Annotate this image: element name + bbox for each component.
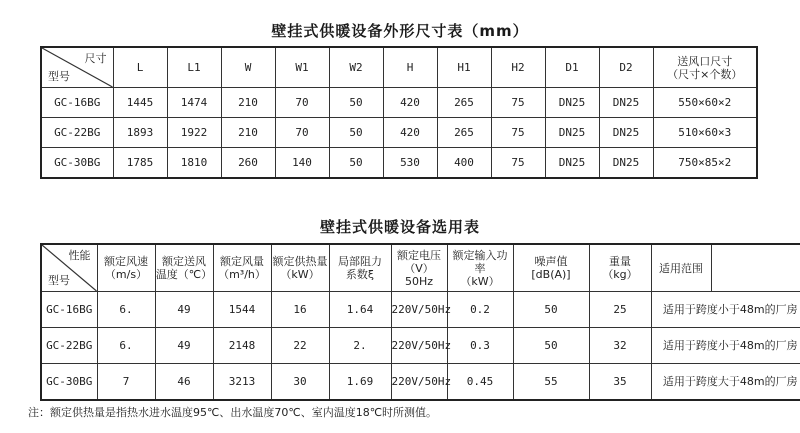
table-cell: 75 — [491, 118, 545, 148]
table-cell: DN25 — [599, 88, 653, 118]
model-cell: GC-22BG — [41, 328, 97, 364]
model-cell: GC-16BG — [41, 292, 97, 328]
table-cell: 22 — [271, 328, 329, 364]
table-cell: 30 — [271, 364, 329, 401]
table1-col-header: W2 — [329, 47, 383, 88]
table-row — [41, 328, 800, 364]
model-cell: GC-30BG — [41, 148, 113, 179]
table-cell: 210 — [221, 88, 275, 118]
table-cell: 50 — [329, 118, 383, 148]
table-cell: 49 — [155, 328, 213, 364]
table-cell: DN25 — [599, 148, 653, 179]
table-cell: 适用于跨度小于48m的厂房 — [651, 328, 800, 364]
table-row — [41, 118, 757, 148]
table1-corner-cell — [41, 47, 113, 88]
table-cell: 0.3 — [447, 328, 513, 364]
table-cell: 25 — [589, 292, 651, 328]
table-cell: 550×60×2 — [653, 88, 757, 118]
table-cell: 220V/50Hz — [391, 328, 447, 364]
table-cell: 50 — [329, 88, 383, 118]
table-cell: 适用于跨度小于48m的厂房 — [651, 292, 800, 328]
table-row — [41, 88, 757, 118]
table-cell: 750×85×2 — [653, 148, 757, 179]
table-cell: 35 — [589, 364, 651, 401]
table-cell: 1445 — [113, 88, 167, 118]
table-cell: 1.64 — [329, 292, 391, 328]
table-cell: DN25 — [599, 118, 653, 148]
table2-col-header: 适用范围 — [651, 244, 711, 292]
table-cell: 3213 — [213, 364, 271, 401]
table-cell: 420 — [383, 118, 437, 148]
table-row — [41, 364, 800, 401]
table2-col-header: 额定送风 温度（℃） — [155, 244, 213, 292]
table-cell: 1474 — [167, 88, 221, 118]
table-cell: 265 — [437, 118, 491, 148]
table1-col-header: L1 — [167, 47, 221, 88]
model-cell: GC-30BG — [41, 364, 97, 401]
table1-col-header: D1 — [545, 47, 599, 88]
table2-corner-bottom: 型号 — [48, 274, 70, 287]
table-cell: 1.69 — [329, 364, 391, 401]
table-cell: 50 — [513, 328, 589, 364]
table2-corner-cell — [41, 244, 97, 292]
table2-header-row — [41, 244, 800, 292]
table1-corner-top: 尺寸 — [84, 52, 107, 65]
table1-col-header: D2 — [599, 47, 653, 88]
model-cell: GC-16BG — [41, 88, 113, 118]
table-cell: 7 — [97, 364, 155, 401]
table-cell: 220V/50Hz — [391, 292, 447, 328]
table1-col-header: 送风口尺寸 （尺寸×个数） — [653, 47, 757, 88]
table-cell: 适用于跨度大于48m的厂房 — [651, 364, 800, 401]
table-cell: 140 — [275, 148, 329, 179]
footnote: 注：额定供热量是指热水进水温度95℃、出水温度70℃、室内温度18℃时所测值。 — [28, 406, 438, 419]
table-cell: 210 — [221, 118, 275, 148]
table-cell: 50 — [513, 292, 589, 328]
table-cell: 220V/50Hz — [391, 364, 447, 401]
table-row — [41, 148, 757, 179]
table-cell: 400 — [437, 148, 491, 179]
table1-col-header: W — [221, 47, 275, 88]
table-cell: 1810 — [167, 148, 221, 179]
table-cell: 70 — [275, 88, 329, 118]
table-cell: 420 — [383, 88, 437, 118]
table-cell: 1893 — [113, 118, 167, 148]
table-cell: 46 — [155, 364, 213, 401]
table-cell: 55 — [513, 364, 589, 401]
table2-col-header: 重量 （kg） — [589, 244, 651, 292]
table-cell: 6. — [97, 292, 155, 328]
table1-header-row — [41, 47, 757, 88]
table-cell: DN25 — [545, 88, 599, 118]
table-cell: 1922 — [167, 118, 221, 148]
table-cell: 75 — [491, 148, 545, 179]
table2-title: 壁挂式供暖设备选用表 — [319, 218, 480, 236]
table2-col-header: 噪声值 [dB(A)] — [513, 244, 589, 292]
table1-title: 壁挂式供暖设备外形尺寸表（mm） — [271, 22, 529, 40]
table-cell: 6. — [97, 328, 155, 364]
table2-col-header: 额定风量 （m³/h） — [213, 244, 271, 292]
table-cell: 32 — [589, 328, 651, 364]
table2-corner-top: 性能 — [68, 249, 91, 262]
table-cell: 50 — [329, 148, 383, 179]
table1-corner-bottom: 型号 — [48, 70, 70, 83]
table1-col-header: H2 — [491, 47, 545, 88]
table-cell: 0.45 — [447, 364, 513, 401]
table-cell: DN25 — [545, 118, 599, 148]
table-cell: DN25 — [545, 148, 599, 179]
dimensions-table — [40, 46, 758, 179]
table-cell: 70 — [275, 118, 329, 148]
selection-table — [40, 243, 800, 401]
table-cell: 510×60×3 — [653, 118, 757, 148]
table1-col-header: W1 — [275, 47, 329, 88]
table-cell: 49 — [155, 292, 213, 328]
table2-col-header: 额定电压 （V）50Hz — [391, 244, 447, 292]
table1-col-header: L — [113, 47, 167, 88]
table1-col-header: H — [383, 47, 437, 88]
table-cell: 1785 — [113, 148, 167, 179]
table-row — [41, 292, 800, 328]
table-cell: 265 — [437, 88, 491, 118]
table-cell: 0.2 — [447, 292, 513, 328]
table2-col-header: 额定供热量 （kW） — [271, 244, 329, 292]
table2-col-header: 局部阻力 系数ξ — [329, 244, 391, 292]
table-cell: 2148 — [213, 328, 271, 364]
table-cell: 16 — [271, 292, 329, 328]
table-cell: 530 — [383, 148, 437, 179]
table-cell: 260 — [221, 148, 275, 179]
table-cell: 2. — [329, 328, 391, 364]
model-cell: GC-22BG — [41, 118, 113, 148]
table2-col-header: 额定风速 （m/s） — [97, 244, 155, 292]
table-cell: 1544 — [213, 292, 271, 328]
table-cell: 75 — [491, 88, 545, 118]
table2-col-header: 额定输入功率 （kW） — [447, 244, 513, 292]
table1-col-header: H1 — [437, 47, 491, 88]
